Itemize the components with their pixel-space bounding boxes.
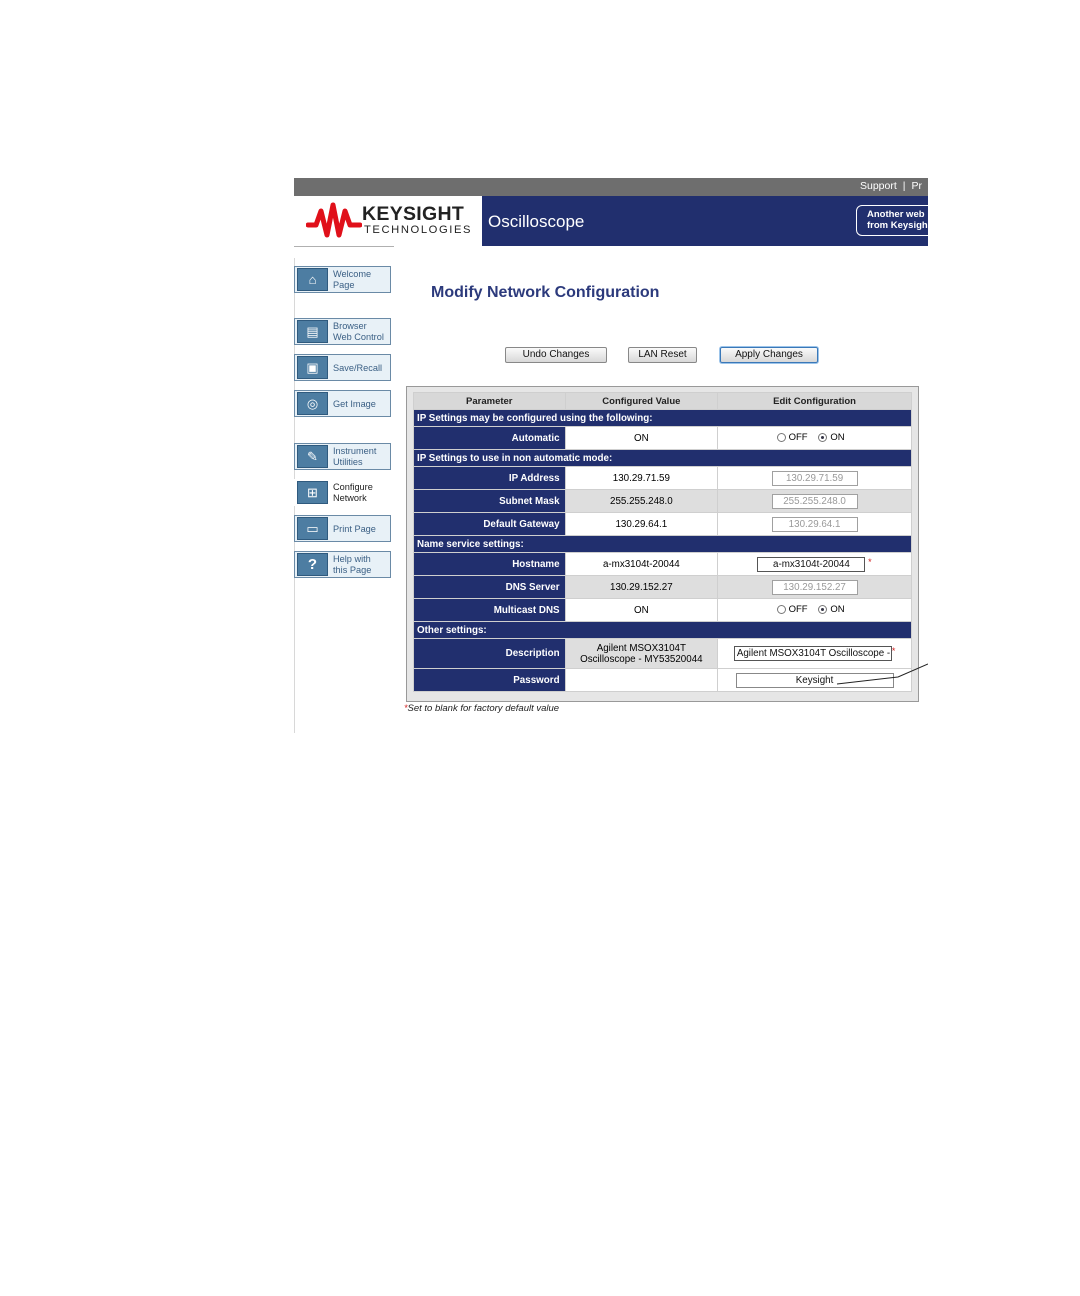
table-row-automatic: Automatic ON OFF ON xyxy=(414,427,912,450)
dns-server-field[interactable]: 130.29.152.27 xyxy=(772,580,858,595)
sidebar-item-help[interactable]: ? Help with this Page xyxy=(294,551,391,578)
footnote: *Set to blank for factory default value xyxy=(404,703,560,714)
table-row-ip-address: IP Address 130.29.71.59 130.29.71.59 xyxy=(414,467,912,490)
table-row-password: Password Keysight xyxy=(414,669,912,692)
brand-name: KEYSIGHT xyxy=(362,203,465,225)
support-link[interactable]: Support xyxy=(859,180,897,192)
table-row-default-gateway: Default Gateway 130.29.64.1 130.29.64.1 xyxy=(414,513,912,536)
table-row-subnet-mask: Subnet Mask 255.255.248.0 255.255.248.0 xyxy=(414,490,912,513)
table-row-description: Description Agilent MSOX3104T Oscilloscope - MY53520044 Agilent MSOX3104T Oscilloscope - * xyxy=(414,639,912,669)
col-parameter: Parameter xyxy=(414,393,566,410)
sidebar-item-configure-network[interactable]: ⊞ Configure Network xyxy=(294,479,391,506)
subnet-mask-field[interactable]: 255.255.248.0 xyxy=(772,494,858,509)
lan-reset-button[interactable]: LAN Reset xyxy=(628,347,697,363)
page-title: Modify Network Configuration xyxy=(431,284,660,301)
col-configured-value: Configured Value xyxy=(565,393,718,410)
sidebar-item-print-page[interactable]: ▭ Print Page xyxy=(294,515,391,542)
description-field[interactable]: Agilent MSOX3104T Oscilloscope - xyxy=(734,646,892,661)
another-web-line2: from Keysigh xyxy=(867,220,928,231)
app-title: Oscilloscope xyxy=(488,212,585,231)
help-icon: ? xyxy=(297,553,328,576)
section-non-automatic: IP Settings to use in non automatic mode: xyxy=(414,450,912,467)
another-web-line1: Another web xyxy=(867,209,925,220)
required-asterisk: * xyxy=(891,646,896,656)
home-icon: ⌂ xyxy=(297,268,328,291)
network-icon: ⊞ xyxy=(297,481,328,504)
footnote-asterisk: * xyxy=(404,703,408,713)
section-other-settings: Other settings: xyxy=(414,622,912,639)
col-edit-configuration: Edit Configuration xyxy=(718,393,912,410)
sidebar-item-browser-web-control[interactable]: ▤ Browser Web Control xyxy=(294,318,391,345)
section-name-service: Name service settings: xyxy=(414,536,912,553)
undo-changes-button[interactable]: Undo Changes xyxy=(505,347,607,363)
sidebar-item-welcome[interactable]: ⌂ Welcome Page xyxy=(294,266,391,293)
link-separator: | xyxy=(902,180,906,192)
sidebar-item-instrument-utilities[interactable]: ✎ Instrument Utilities xyxy=(294,443,391,470)
brand-subtitle: TECHNOLOGIES xyxy=(364,224,473,236)
section-ip-settings: IP Settings may be configured using the following: xyxy=(414,410,912,427)
table-row-dns-server: DNS Server 130.29.152.27 130.29.152.27 xyxy=(414,576,912,599)
printer-icon: ▭ xyxy=(297,517,328,540)
ip-address-field[interactable]: 130.29.71.59 xyxy=(772,471,858,486)
table-row-multicast-dns: Multicast DNS ON OFF ON xyxy=(414,599,912,622)
sidebar-item-get-image[interactable]: ◎ Get Image xyxy=(294,390,391,417)
privacy-link[interactable]: Pr xyxy=(911,180,922,192)
browser-page xyxy=(294,178,928,733)
hostname-field[interactable]: a-mx3104t-20044 xyxy=(757,557,865,572)
callout-line xyxy=(294,178,928,733)
tools-icon: ✎ xyxy=(297,445,328,468)
browser-control-icon: ▤ xyxy=(297,320,328,343)
table-row-hostname: Hostname a-mx3104t-20044 a-mx3104t-20044 * xyxy=(414,553,912,576)
default-gateway-field[interactable]: 130.29.64.1 xyxy=(772,517,858,532)
sidebar-item-save-recall[interactable]: ▣ Save/Recall xyxy=(294,354,391,381)
required-asterisk: * xyxy=(868,556,872,567)
password-field[interactable]: Keysight xyxy=(736,673,894,688)
camera-icon: ◎ xyxy=(297,392,328,415)
apply-changes-button[interactable]: Apply Changes xyxy=(720,347,818,363)
floppy-disk-icon: ▣ xyxy=(297,356,328,379)
